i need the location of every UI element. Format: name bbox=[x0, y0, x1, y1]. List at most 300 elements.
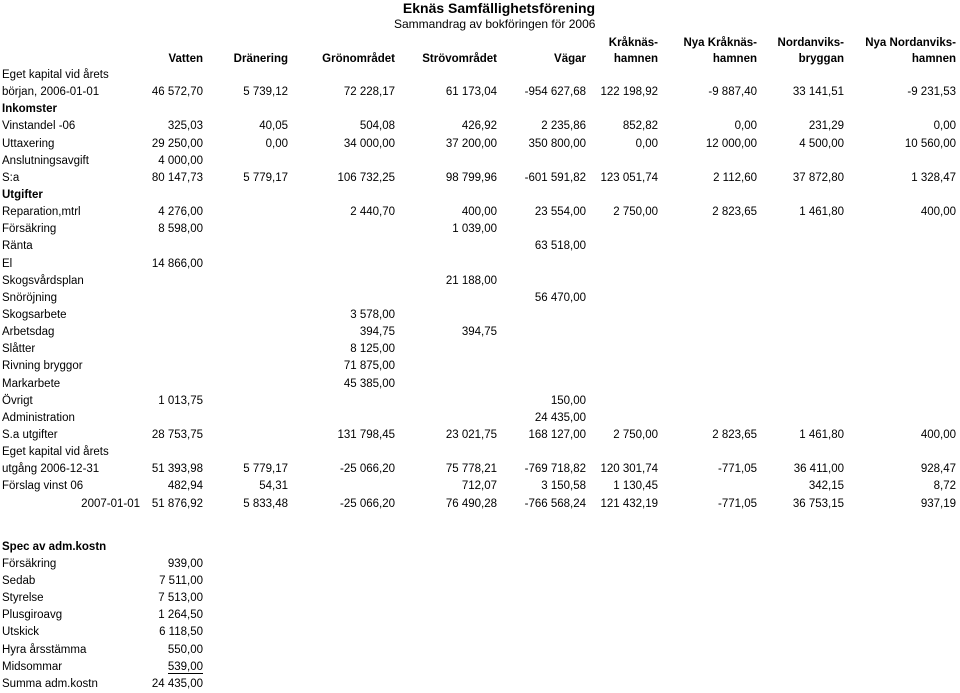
spec-value: 24 435,00 bbox=[151, 677, 203, 690]
row-value bbox=[499, 67, 588, 84]
row-value: 122 198,92 bbox=[600, 86, 658, 99]
row-value bbox=[290, 444, 397, 461]
column-header-top: Nya Nordanviks- bbox=[865, 36, 956, 49]
row-value bbox=[660, 187, 759, 204]
row-value: 23 554,00 bbox=[534, 206, 586, 219]
row-value: 350 800,00 bbox=[528, 137, 586, 150]
row-value bbox=[397, 101, 499, 118]
row-value bbox=[205, 427, 290, 444]
table-row bbox=[0, 444, 958, 461]
row-value: 0,00 bbox=[635, 137, 658, 150]
row-value bbox=[205, 376, 290, 393]
row-value: 0,00 bbox=[265, 137, 288, 150]
column-header: Dränering bbox=[233, 53, 288, 65]
column-header-top: Nya Kråknäs- bbox=[683, 36, 757, 49]
row-value bbox=[588, 376, 660, 393]
row-value: -9 887,40 bbox=[708, 86, 757, 99]
row-value bbox=[140, 187, 205, 204]
row-value bbox=[846, 410, 958, 427]
row-value bbox=[588, 290, 660, 307]
row-value: 482,94 bbox=[167, 480, 203, 493]
row-label: Skogsvårdsplan bbox=[2, 274, 84, 287]
row-value: 5 779,17 bbox=[243, 463, 288, 476]
row-value bbox=[660, 444, 759, 461]
row-value bbox=[205, 290, 290, 307]
row-value: 394,75 bbox=[461, 326, 497, 339]
row-value bbox=[140, 238, 205, 255]
row-value bbox=[140, 341, 205, 358]
row-value bbox=[205, 256, 290, 273]
row-label: Rivning bryggor bbox=[2, 360, 83, 373]
row-value: 123 051,74 bbox=[600, 171, 658, 184]
row-value bbox=[290, 153, 397, 170]
row-value bbox=[846, 290, 958, 307]
row-value bbox=[660, 307, 759, 324]
table-row bbox=[0, 256, 958, 273]
spec-value: 7 513,00 bbox=[158, 592, 203, 605]
row-value bbox=[846, 358, 958, 375]
row-value: -25 066,20 bbox=[340, 497, 395, 510]
row-value: 76 490,28 bbox=[445, 497, 497, 510]
row-value bbox=[660, 358, 759, 375]
table-row bbox=[0, 221, 958, 238]
spec-row bbox=[0, 676, 958, 693]
table-row bbox=[0, 204, 958, 221]
column-header-top: Nordanviks- bbox=[777, 36, 844, 49]
row-label: 2007-01-01 bbox=[81, 497, 140, 510]
row-value bbox=[397, 341, 499, 358]
row-value bbox=[588, 307, 660, 324]
header-blank bbox=[140, 34, 205, 51]
header-blank bbox=[397, 34, 499, 51]
row-value bbox=[846, 238, 958, 255]
row-label: S.a utgifter bbox=[2, 429, 58, 442]
header-blank bbox=[0, 34, 140, 51]
row-value bbox=[588, 187, 660, 204]
row-label: Utgifter bbox=[2, 189, 43, 202]
row-value bbox=[397, 238, 499, 255]
row-value bbox=[499, 273, 588, 290]
row-value: 121 432,19 bbox=[600, 497, 658, 510]
row-value: 14 866,00 bbox=[151, 257, 203, 270]
row-value bbox=[140, 307, 205, 324]
row-value: -771,05 bbox=[717, 463, 757, 476]
row-value bbox=[290, 410, 397, 427]
row-value: 36 411,00 bbox=[793, 463, 844, 476]
row-value: 168 127,00 bbox=[528, 429, 586, 442]
row-value bbox=[499, 341, 588, 358]
row-value bbox=[846, 341, 958, 358]
row-value: 24 435,00 bbox=[534, 411, 586, 424]
row-value: 5 739,12 bbox=[243, 86, 288, 99]
row-value bbox=[846, 324, 958, 341]
row-value bbox=[397, 393, 499, 410]
ledger-body bbox=[0, 34, 958, 693]
row-label: El bbox=[2, 257, 13, 270]
row-value bbox=[205, 153, 290, 170]
row-value: 2 823,65 bbox=[712, 206, 757, 219]
section-spacer bbox=[0, 513, 958, 539]
row-value bbox=[397, 153, 499, 170]
row-value bbox=[759, 273, 846, 290]
row-value: 400,00 bbox=[461, 206, 497, 219]
row-value bbox=[846, 376, 958, 393]
row-value: 23 021,75 bbox=[445, 429, 497, 442]
row-label: Inkomster bbox=[2, 103, 57, 116]
row-value: 1 013,75 bbox=[158, 394, 203, 407]
row-value: 51 876,92 bbox=[151, 497, 203, 510]
row-value bbox=[588, 221, 660, 238]
row-label: Övrigt bbox=[2, 394, 33, 407]
row-value: 2 750,00 bbox=[613, 206, 658, 219]
row-value bbox=[205, 273, 290, 290]
row-value: 36 753,15 bbox=[792, 497, 844, 510]
row-value bbox=[499, 101, 588, 118]
row-value bbox=[140, 358, 205, 375]
row-value: 1 328,47 bbox=[911, 171, 956, 184]
spec-label: Utskick bbox=[2, 626, 40, 639]
row-value: 852,82 bbox=[622, 120, 658, 133]
row-value: 937,19 bbox=[920, 497, 956, 510]
table-row bbox=[0, 410, 958, 427]
row-value: 37 200,00 bbox=[445, 137, 497, 150]
row-label: Eget kapital vid årets bbox=[2, 446, 109, 459]
column-header: hamnen bbox=[911, 53, 956, 65]
row-value: 8 598,00 bbox=[158, 223, 203, 236]
row-value: -25 066,20 bbox=[340, 463, 395, 476]
row-value bbox=[588, 444, 660, 461]
row-value bbox=[499, 221, 588, 238]
row-value: 75 778,21 bbox=[445, 463, 497, 476]
row-label: Reparation,mtrl bbox=[2, 206, 81, 219]
spacer-cell bbox=[0, 513, 958, 539]
row-value bbox=[759, 153, 846, 170]
row-value bbox=[140, 444, 205, 461]
row-value bbox=[397, 307, 499, 324]
row-value bbox=[660, 238, 759, 255]
row-value bbox=[759, 393, 846, 410]
row-label: början, 2006-01-01 bbox=[2, 86, 100, 99]
row-value bbox=[397, 256, 499, 273]
row-value: 37 872,80 bbox=[792, 171, 844, 184]
header-row bbox=[0, 51, 958, 68]
row-value bbox=[205, 187, 290, 204]
row-value bbox=[588, 358, 660, 375]
row-value bbox=[759, 256, 846, 273]
row-value: -769 718,82 bbox=[524, 463, 586, 476]
row-value: 80 147,73 bbox=[151, 171, 203, 184]
row-value bbox=[846, 187, 958, 204]
header-blank bbox=[499, 34, 588, 51]
row-value bbox=[140, 67, 205, 84]
row-value bbox=[660, 273, 759, 290]
table-row bbox=[0, 307, 958, 324]
row-value bbox=[660, 221, 759, 238]
row-value bbox=[205, 67, 290, 84]
row-value: -9 231,53 bbox=[907, 86, 956, 99]
row-value bbox=[660, 410, 759, 427]
row-value bbox=[660, 153, 759, 170]
row-value bbox=[759, 238, 846, 255]
table-row bbox=[0, 101, 958, 118]
row-label: Förslag vinst 06 bbox=[2, 480, 84, 493]
spec-row bbox=[0, 642, 958, 659]
table-row bbox=[0, 427, 958, 444]
row-value: 33 141,51 bbox=[792, 86, 844, 99]
row-value: 8,72 bbox=[933, 480, 956, 493]
ledger-table bbox=[0, 34, 958, 693]
column-header: Strövområdet bbox=[422, 53, 497, 65]
row-value bbox=[660, 341, 759, 358]
row-value bbox=[397, 410, 499, 427]
row-value: 1 130,45 bbox=[613, 480, 658, 493]
header-blank bbox=[290, 34, 397, 51]
table-row bbox=[0, 478, 958, 495]
table-row bbox=[0, 187, 958, 204]
row-value bbox=[499, 153, 588, 170]
row-value: 8 125,00 bbox=[350, 343, 395, 356]
row-value: 46 572,70 bbox=[151, 86, 203, 99]
row-value bbox=[140, 101, 205, 118]
row-value: 106 732,25 bbox=[337, 171, 395, 184]
row-value: 120 301,74 bbox=[600, 463, 658, 476]
row-value bbox=[759, 187, 846, 204]
spec-value: 1 264,50 bbox=[158, 609, 203, 622]
row-value bbox=[588, 393, 660, 410]
row-value: 2 440,70 bbox=[350, 206, 395, 219]
row-label: Uttaxering bbox=[2, 137, 55, 150]
row-value bbox=[588, 324, 660, 341]
row-value bbox=[846, 307, 958, 324]
row-value bbox=[397, 290, 499, 307]
spec-value: 550,00 bbox=[167, 643, 203, 656]
row-value bbox=[205, 341, 290, 358]
row-value bbox=[660, 393, 759, 410]
row-value bbox=[846, 67, 958, 84]
document-title bbox=[0, 0, 960, 16]
row-value: 150,00 bbox=[550, 394, 586, 407]
document-subtitle: Sammandrag av bokföringen för 2006 bbox=[394, 17, 596, 31]
row-value bbox=[290, 67, 397, 84]
row-value bbox=[290, 478, 397, 495]
row-value bbox=[660, 478, 759, 495]
table-row bbox=[0, 393, 958, 410]
row-value bbox=[588, 410, 660, 427]
row-value bbox=[759, 341, 846, 358]
row-value bbox=[588, 153, 660, 170]
row-value bbox=[759, 101, 846, 118]
header-blank bbox=[205, 34, 290, 51]
row-value: 3 150,58 bbox=[541, 480, 586, 493]
spec-row bbox=[0, 607, 958, 624]
table-row bbox=[0, 153, 958, 170]
header-row-top bbox=[0, 34, 958, 51]
table-row bbox=[0, 136, 958, 153]
row-value bbox=[397, 358, 499, 375]
row-value: -954 627,68 bbox=[524, 86, 586, 99]
header-blank bbox=[0, 51, 140, 68]
spec-title: Spec av adm.kostn bbox=[2, 540, 107, 553]
table-row bbox=[0, 324, 958, 341]
row-value bbox=[140, 376, 205, 393]
spec-value: 7 511,00 bbox=[159, 575, 203, 587]
row-value bbox=[846, 444, 958, 461]
row-label: Arbetsdag bbox=[2, 326, 55, 339]
row-value: 72 228,17 bbox=[343, 86, 395, 99]
row-value bbox=[290, 238, 397, 255]
row-label: Försäkring bbox=[2, 223, 57, 236]
spec-title-row bbox=[0, 539, 958, 556]
row-value bbox=[660, 101, 759, 118]
row-value: 40,05 bbox=[259, 120, 288, 133]
row-value: 21 188,00 bbox=[445, 274, 497, 287]
spec-label: Styrelse bbox=[2, 592, 44, 605]
row-value: 12 000,00 bbox=[705, 137, 757, 150]
row-value bbox=[290, 221, 397, 238]
table-row bbox=[0, 67, 958, 84]
row-value bbox=[846, 153, 958, 170]
row-value bbox=[205, 221, 290, 238]
row-value: -766 568,24 bbox=[524, 497, 586, 510]
row-value bbox=[397, 67, 499, 84]
row-value bbox=[397, 376, 499, 393]
spec-row bbox=[0, 624, 958, 641]
spec-label: Sedab bbox=[2, 575, 36, 587]
row-value: 342,15 bbox=[808, 480, 844, 493]
row-value: 2 750,00 bbox=[613, 429, 658, 442]
table-row bbox=[0, 341, 958, 358]
row-value bbox=[140, 324, 205, 341]
row-value bbox=[846, 273, 958, 290]
row-value bbox=[499, 187, 588, 204]
row-value: 4 276,00 bbox=[158, 206, 203, 219]
row-value bbox=[205, 358, 290, 375]
spec-label: Midsommar bbox=[2, 660, 63, 673]
row-value: 29 250,00 bbox=[151, 137, 203, 150]
row-value bbox=[660, 256, 759, 273]
row-value bbox=[588, 341, 660, 358]
column-header: Vägar bbox=[554, 53, 586, 65]
row-value: 400,00 bbox=[920, 429, 956, 442]
row-value bbox=[205, 393, 290, 410]
row-value bbox=[205, 238, 290, 255]
row-value: 98 799,96 bbox=[445, 171, 497, 184]
row-value: 63 518,00 bbox=[534, 240, 586, 253]
row-value bbox=[205, 410, 290, 427]
row-value bbox=[759, 376, 846, 393]
spec-row bbox=[0, 556, 958, 573]
row-value: 504,08 bbox=[359, 120, 395, 133]
row-value: 10 560,00 bbox=[904, 137, 956, 150]
row-value: 5 833,48 bbox=[243, 497, 288, 510]
row-value: 34 000,00 bbox=[343, 137, 395, 150]
row-value bbox=[846, 256, 958, 273]
row-value bbox=[759, 290, 846, 307]
row-value: 4 000,00 bbox=[158, 154, 203, 167]
spec-value: 939,00 bbox=[167, 557, 203, 570]
row-value: 1 039,00 bbox=[452, 223, 497, 236]
row-label: Administration bbox=[2, 411, 75, 424]
row-value: 2 235,86 bbox=[541, 120, 586, 133]
table-row bbox=[0, 170, 958, 187]
row-value: 51 393,98 bbox=[151, 463, 203, 476]
row-value: 45 385,00 bbox=[343, 377, 395, 390]
row-value: 131 798,45 bbox=[337, 429, 395, 442]
row-value: -771,05 bbox=[717, 497, 757, 510]
row-value bbox=[397, 187, 499, 204]
row-value: 71 875,00 bbox=[343, 360, 395, 373]
row-value: 0,00 bbox=[933, 120, 956, 133]
table-row bbox=[0, 376, 958, 393]
spec-value bbox=[140, 659, 205, 676]
table-row bbox=[0, 358, 958, 375]
row-value bbox=[759, 324, 846, 341]
row-value bbox=[660, 376, 759, 393]
row-label: Markarbete bbox=[2, 377, 61, 390]
row-value bbox=[846, 101, 958, 118]
row-value: 0,00 bbox=[734, 120, 757, 133]
row-value bbox=[499, 444, 588, 461]
row-value bbox=[290, 393, 397, 410]
row-value: 1 461,80 bbox=[799, 429, 844, 442]
row-value bbox=[588, 256, 660, 273]
row-value bbox=[290, 273, 397, 290]
row-value bbox=[140, 290, 205, 307]
table-row bbox=[0, 461, 958, 478]
row-value: 61 173,04 bbox=[445, 86, 497, 99]
row-value bbox=[499, 307, 588, 324]
row-value bbox=[499, 358, 588, 375]
row-value bbox=[499, 324, 588, 341]
table-row bbox=[0, 290, 958, 307]
row-value bbox=[205, 101, 290, 118]
row-value: 4 500,00 bbox=[799, 137, 844, 150]
row-label: Eget kapital vid årets bbox=[2, 69, 109, 82]
row-value: 2 112,60 bbox=[713, 171, 757, 184]
row-value bbox=[140, 410, 205, 427]
row-label: Slåtter bbox=[2, 343, 36, 356]
row-value bbox=[759, 410, 846, 427]
row-value: 394,75 bbox=[359, 326, 395, 339]
row-value bbox=[290, 187, 397, 204]
row-value: 2 823,65 bbox=[712, 429, 757, 442]
row-value bbox=[759, 444, 846, 461]
row-value bbox=[205, 204, 290, 221]
row-value bbox=[140, 273, 205, 290]
spec-row bbox=[0, 659, 958, 676]
row-value bbox=[660, 67, 759, 84]
row-label: S:a bbox=[2, 171, 20, 184]
spec-label: Plusgiroavg bbox=[2, 609, 63, 622]
row-value: -601 591,82 bbox=[524, 171, 586, 184]
row-value bbox=[588, 67, 660, 84]
spec-value: 6 118,50 bbox=[159, 626, 203, 639]
row-value bbox=[499, 256, 588, 273]
row-value bbox=[499, 376, 588, 393]
row-value bbox=[660, 290, 759, 307]
table-row bbox=[0, 238, 958, 255]
row-value: 28 753,75 bbox=[151, 429, 203, 442]
table-row bbox=[0, 84, 958, 101]
column-header-top: Kråknäs- bbox=[608, 36, 658, 49]
row-value bbox=[759, 307, 846, 324]
row-value: 5 779,17 bbox=[243, 171, 288, 184]
column-header: Vatten bbox=[168, 53, 203, 65]
row-value bbox=[290, 256, 397, 273]
row-label: Snöröjning bbox=[2, 291, 57, 304]
row-value: 928,47 bbox=[920, 463, 956, 476]
row-value bbox=[846, 221, 958, 238]
